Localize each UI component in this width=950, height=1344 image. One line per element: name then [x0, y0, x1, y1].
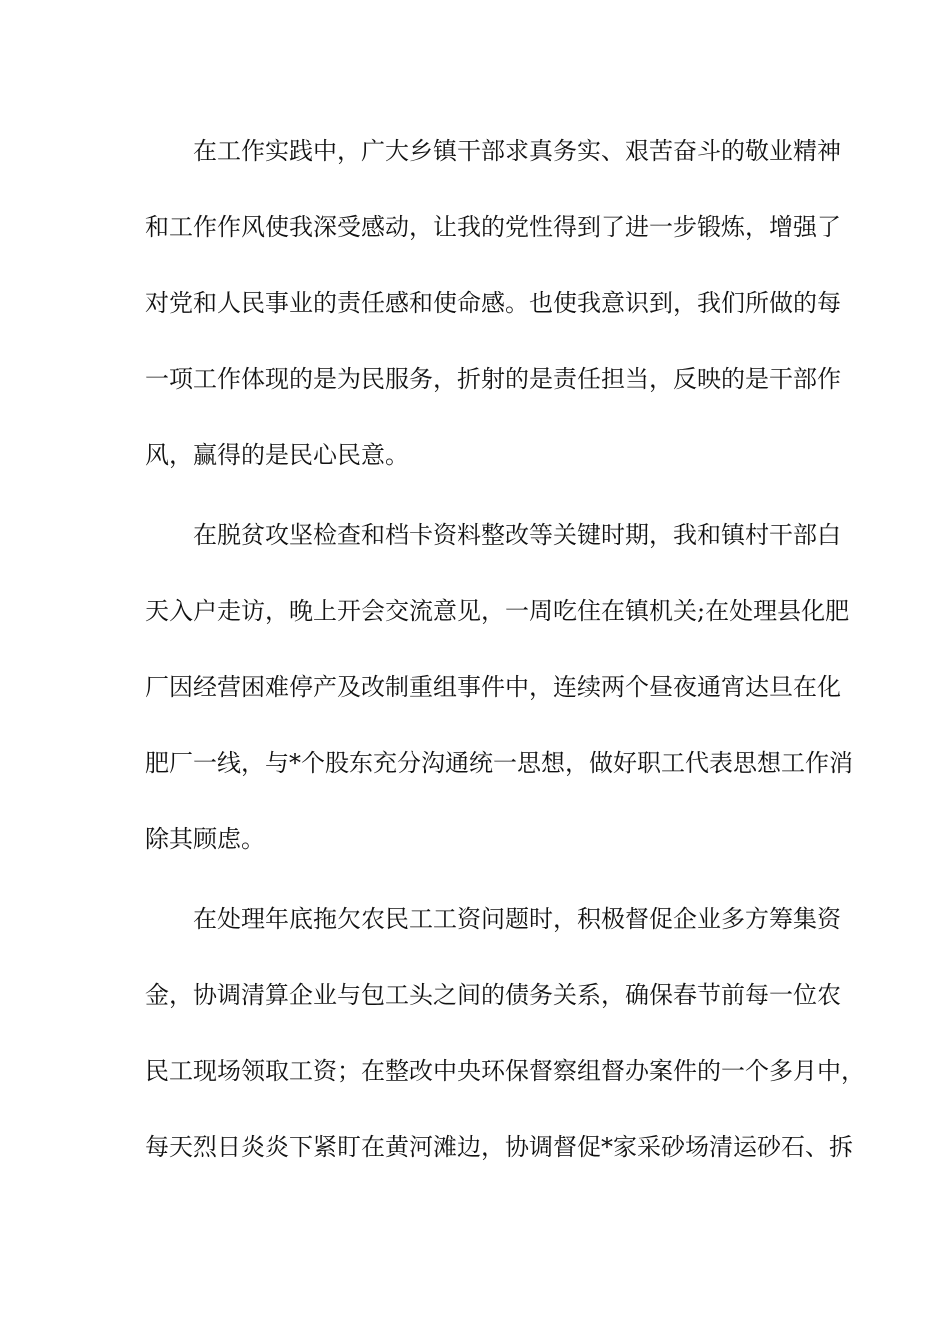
paragraph-2-line-4: 肥厂一线，与*个股东充分沟通统一思想，做好职工代表思想工作消 [145, 749, 853, 777]
paragraph-1-line-5: 风，赢得的是民心民意。 [145, 441, 409, 469]
paragraph-2-line-3: 厂因经营困难停产及改制重组事件中，连续两个昼夜通宵达旦在化 [145, 673, 841, 701]
paragraph-3-line-1: 在处理年底拖欠农民工工资问题时，积极督促企业多方筹集资 [193, 905, 841, 933]
paragraph-1-line-1: 在工作实践中，广大乡镇干部求真务实、艰苦奋斗的敬业精神 [193, 137, 841, 165]
paragraph-1-line-2: 和工作作风使我深受感动，让我的党性得到了进一步锻炼，增强了 [145, 213, 841, 241]
paragraph-3-line-2: 金，协调清算企业与包工头之间的债务关系，确保春节前每一位农 [145, 981, 841, 1009]
paragraph-2-line-5: 除其顾虑。 [145, 825, 265, 853]
paragraph-2-line-1: 在脱贫攻坚检查和档卡资料整改等关键时期，我和镇村干部白 [193, 521, 841, 549]
paragraph-1-line-4: 一项工作体现的是为民服务，折射的是责任担当，反映的是干部作 [145, 365, 841, 393]
paragraph-1-line-3: 对党和人民事业的责任感和使命感。也使我意识到，我们所做的每 [145, 289, 841, 317]
paragraph-2-line-2: 天入户走访，晚上开会交流意见，一周吃住在镇机关;在处理县化肥 [145, 597, 850, 625]
paragraph-3-line-4: 每天烈日炎炎下紧盯在黄河滩边，协调督促*家采砂场清运砂石、拆 [145, 1133, 853, 1161]
paragraph-3-line-3: 民工现场领取工资；在整改中央环保督察组督办案件的一个多月中， [145, 1057, 865, 1085]
